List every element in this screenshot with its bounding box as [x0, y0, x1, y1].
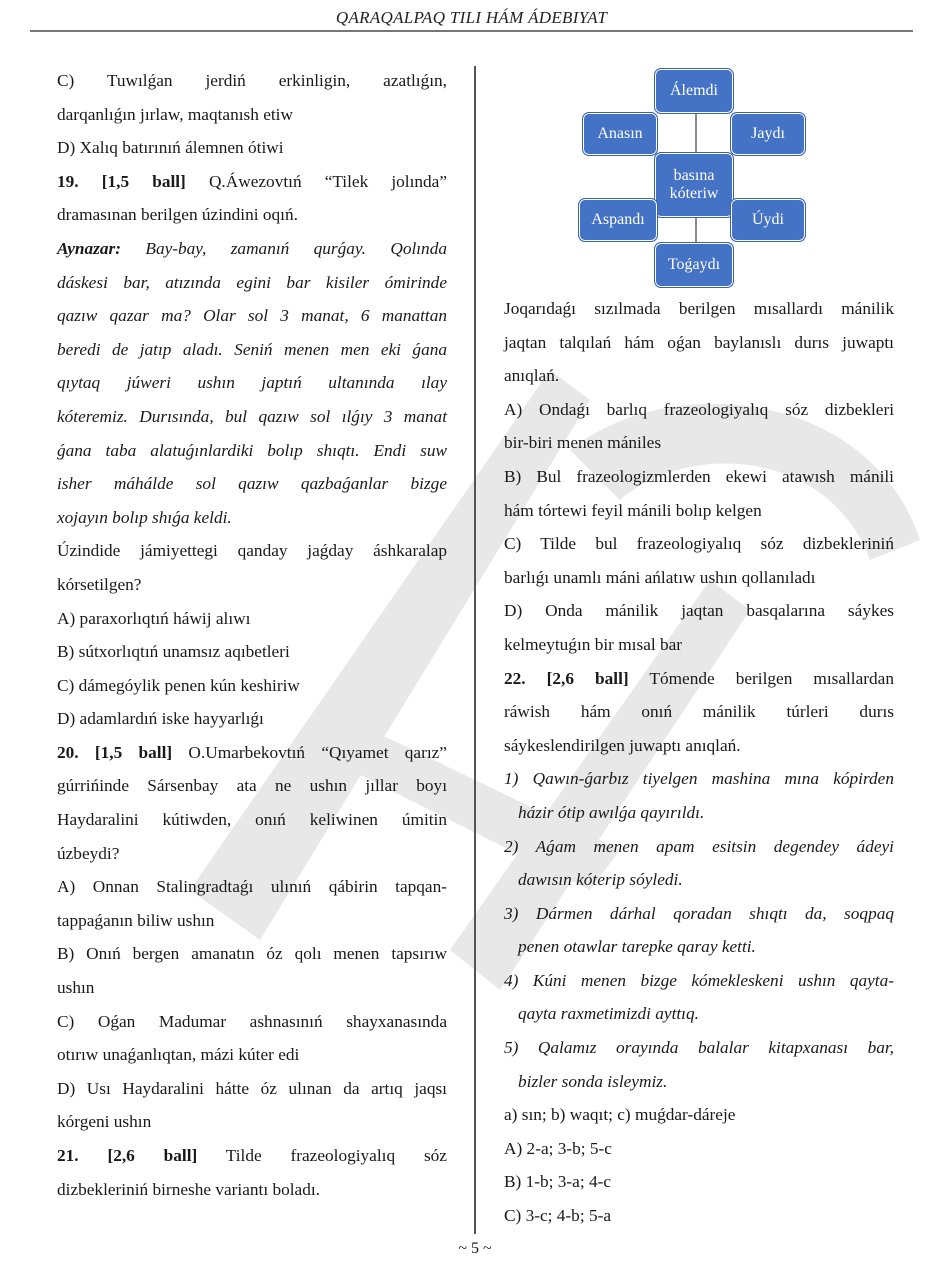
q19-excerpt-line: qazıw qazar ma? Olar sol 3 manat, 6 manattan — [57, 306, 447, 326]
question-18-tail — [57, 64, 447, 165]
q22-example-1-line1: 1) Qawın-ǵarbız tiyelgen mashina mına kópirden — [504, 769, 894, 789]
q20-option-d-line2: kórgeni ushın — [57, 1112, 152, 1132]
diagram-node-top: Álemdi — [654, 68, 734, 114]
q20-prompt-line: Haydaralini kútiwden, onıń keliwinen úmitin — [57, 810, 447, 830]
q22-example-3-line1: 3) Dármen dárhal qoradan shıqtı da, soqpaq — [504, 903, 894, 923]
q18-option-c-line1: C) Tuwılǵan jerdiń erkinligin, azatlıǵın, — [57, 71, 447, 90]
q19-excerpt-line: isher máhálde sol qazıw qazbaǵanlar bizge — [57, 474, 447, 494]
q21-prompt-text: Tilde frazeologiyalıq sóz — [225, 1146, 447, 1165]
q20-points: [1,5 ball] — [94, 742, 173, 762]
q20-option-c-line2: otırıw unaǵanlıqtan, mázi kúter edi — [57, 1045, 300, 1065]
q18-option-c-line2: darqanlıǵın jırlaw, maqtanısh etiw — [57, 104, 293, 124]
diagram-node-bottom-left: Aspandı — [578, 198, 658, 242]
left-column — [57, 64, 447, 1206]
q20-option-a-line2: tappaǵanın biliw ushın — [57, 910, 215, 930]
q22-example-1-line2: házir ótip awılǵa qayırıldı. — [518, 802, 705, 822]
q21-option-d-line2: kelmeytuǵın bir mısal bar — [504, 634, 683, 654]
q22-prompt-line: ráwish hám onıń mánilik túrleri durıs — [504, 702, 894, 722]
q20-option-d-line1: D) Usı Haydaralini hátte óz ulınan da artıq jaqsı — [57, 1078, 447, 1098]
q22-example-5-line1: 5) Qalamız orayında balalar kitapxanası bar, — [504, 1038, 894, 1058]
q21-prompt-line2: dizbekleriniń birneshe variantı boladı. — [57, 1179, 320, 1199]
q22-categories: a) sın; b) waqıt; c) muǵdar-dáreje — [504, 1105, 736, 1125]
q20-option-b-line1: B) Onıń bergen amanatın óz qolı menen tapsırıw — [57, 944, 447, 964]
q21-prompt-line1 — [57, 1139, 447, 1173]
q20-prompt-line: úzbeydi? — [57, 843, 120, 863]
q22-option-c: C) 3-c; 4-b; 5-a — [504, 1206, 612, 1226]
q19-points: [1,5 ball] — [101, 171, 186, 191]
q20-option-b-line2: ushın — [57, 978, 95, 998]
question-21 — [57, 1139, 447, 1206]
q22-prompt-line: sáykeslendirilgen juwaptı anıqlań. — [504, 735, 741, 755]
q22-example-3-line2: penen otawlar tarepke qaray ketti. — [518, 937, 756, 957]
q20-option-c-line1: C) Oǵan Madumar ashnasınıń shayxanasında — [57, 1011, 447, 1031]
q19-question-line1: Úzindide jámiyettegi qanday jaǵday áshkaralap — [57, 541, 447, 561]
q19-excerpt-line1 — [57, 232, 447, 266]
q22-prompt-text: Tómende berilgen mısallardan — [649, 668, 894, 688]
q21-option-a-line2: bir-biri menen mániles — [504, 433, 662, 453]
diagram-node-top-left: Anasın — [582, 112, 658, 156]
phraseology-diagram — [576, 66, 816, 288]
q21-option-c-line2: barlıǵı unamlı máni ańlatıw ushın qollanıladı — [504, 567, 816, 587]
question-20 — [57, 736, 447, 1139]
q21-option-d-line1: D) Onda mánilik jaqtan basqalarına sáykes — [504, 601, 894, 621]
q21-option-b-line2: hám tórtewi feyil mánili bolıp kelgen — [504, 500, 762, 520]
q22-points: [2,6 ball] — [546, 668, 629, 688]
q20-prompt-line: gúrrińinde Sársenbay ata ne ushın jıllar boyı — [57, 776, 447, 796]
header-rule — [30, 30, 913, 32]
q22-example-5-line2: bizler sonda isleymiz. — [518, 1071, 668, 1091]
q20-prompt-text: O.Umarbekovtıń “Qıyamet qarız” — [188, 742, 447, 762]
q21-question-line: jaqtan talqılań hám oǵan baylanıslı durıs juwaptı — [504, 332, 894, 352]
diagram-node-bottom: Toǵaydı — [654, 242, 734, 288]
q22-option-a: A) 2-a; 3-b; 5-c — [504, 1138, 612, 1158]
q22-example-2-line2: dawısın kóterip sóyledi. — [518, 870, 683, 890]
q22-example-2-line1: 2) Aǵam menen apam esitsin degendey ádeyi — [504, 836, 894, 856]
question-22 — [504, 662, 894, 1233]
q18-option-d: D) Xalıq batırınıń álemnen ótiwi — [57, 138, 284, 158]
q19-excerpt-line: ǵana taba alatuǵınlardiki bolıp shıqtı. Endi suw — [57, 440, 447, 460]
q22-prompt-line1 — [504, 662, 894, 696]
q19-number: 19. — [57, 171, 79, 191]
q20-option-a-line1: A) Onnan Stalingradtaǵı ulınıń qábirin tapqan- — [57, 877, 447, 897]
q19-option-d: D) adamlardıń iske hayyarlıǵı — [57, 709, 264, 729]
q19-excerpt-line: beredi de jatıp aladı. Seniń menen men eki ǵana — [57, 339, 447, 359]
question-19 — [57, 165, 447, 736]
q19-excerpt-text: Bay-bay, zamanıń qurǵay. Qolında — [145, 238, 447, 258]
question-21-continued — [504, 292, 894, 662]
q21-option-c-line1: C) Tilde bul frazeologiyalıq sóz dizbekleriniń — [504, 534, 894, 554]
q19-excerpt-line: xojayın bolıp shıǵa keldi. — [57, 507, 232, 527]
right-column — [504, 66, 894, 1233]
q19-prompt-line2: dramasınan berilgen úzindini oqıń. — [57, 205, 298, 225]
q21-question-line: Joqarıdaǵı sızılmada berilgen mısallardı mánilik — [504, 299, 894, 318]
diagram-node-top-right: Jaydı — [730, 112, 806, 156]
q22-example-4-line1: 4) Kúni menen bizge kómekleskeni ushın qayta- — [504, 970, 894, 990]
q22-option-b: B) 1-b; 3-a; 4-c — [504, 1172, 612, 1192]
diagram-node-center: basına kóteriw — [654, 152, 734, 218]
q19-prompt-line1 — [57, 165, 447, 199]
diagram-node-bottom-right: Úydi — [730, 198, 806, 242]
q20-number: 20. — [57, 742, 79, 762]
q22-number: 22. — [504, 668, 526, 688]
page-header-title: QARAQALPAQ TILI HÁM ÁDEBIYAT — [335, 8, 608, 27]
q21-option-a-line1: A) Ondaǵı barlıq frazeologiyalıq sóz dizbekleri — [504, 399, 894, 419]
q19-option-b: B) sútxorlıqtıń unamsız aqıbetleri — [57, 642, 290, 662]
q19-excerpt-line: qıytaq júweri ushın japtıń ultanında ılay — [57, 373, 447, 393]
q19-excerpt-line: dáskesi bar, atızında egini bar kisiler ómirinde — [57, 272, 447, 292]
column-divider — [474, 66, 476, 1234]
q19-excerpt-speaker: Aynazar: — [57, 238, 122, 258]
q22-example-4-line2: qayta raxmetimizdi ayttıq. — [518, 1004, 699, 1024]
q21-option-b-line1: B) Bul frazeologizmlerden ekewi atawısh mánili — [504, 466, 894, 486]
page-number: ~ 5 ~ — [458, 1240, 492, 1257]
q19-prompt-text: Q.Áwezovtıń “Tilek jolında” — [208, 171, 448, 191]
q19-option-a: A) paraxorlıqtıń háwij alıwı — [57, 608, 251, 628]
q21-points: [2,6 ball] — [107, 1146, 198, 1165]
q21-number: 21. — [57, 1146, 79, 1165]
q19-question-line2: kórsetilgen? — [57, 574, 142, 594]
q19-excerpt-line: kóteremiz. Durısında, bul qazıw sol ılǵıy 3 manat — [57, 406, 447, 426]
q19-option-c: C) dámegóylik penen kún keshiriw — [57, 675, 300, 695]
q20-prompt-line1 — [57, 736, 447, 770]
q21-question-line: anıqlań. — [504, 366, 560, 386]
